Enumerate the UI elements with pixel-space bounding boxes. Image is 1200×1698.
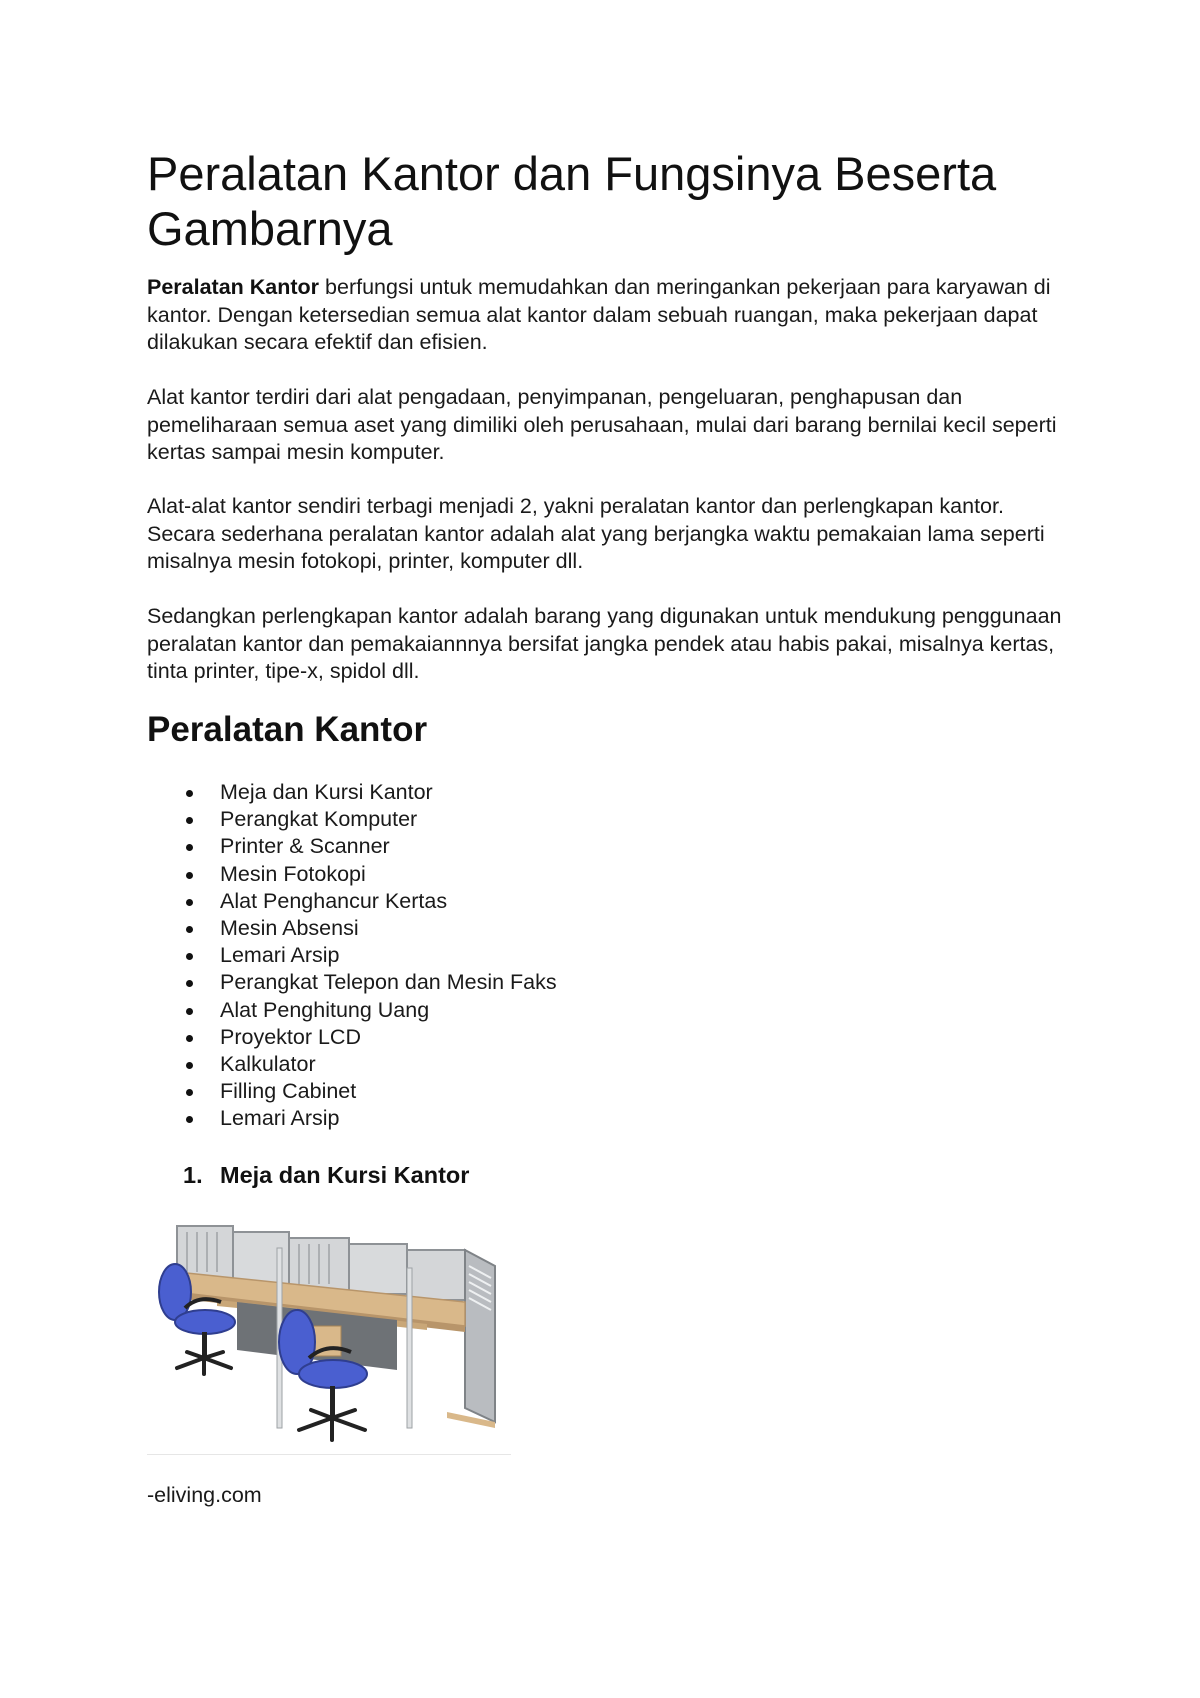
- list-item-label: Mesin Absensi: [220, 915, 359, 940]
- list-item-label: Lemari Arsip: [220, 1106, 340, 1131]
- bullet-icon: [186, 1008, 193, 1015]
- list-item: [147, 1024, 557, 1051]
- paragraph-pembagian: Alat-alat kantor sendiri terbagi menjadi 2, yakni peralatan kantor dan perlengkapan kantor. Secara sederhana peralatan kantor adalah alat yang berjangka waktu pemakaian lama seperti misalnya mesin fotokopi, printer, komputer dll.: [147, 494, 1045, 573]
- subsection-number: 1.: [183, 1162, 203, 1188]
- list-item: [147, 779, 557, 806]
- list-item: [147, 942, 557, 969]
- office-desk-chair-image: [147, 1222, 511, 1455]
- list-item: [147, 1105, 557, 1132]
- bullet-icon: [186, 1089, 193, 1096]
- list-item-label: Proyektor LCD: [220, 1024, 361, 1049]
- bullet-icon: [186, 1116, 193, 1123]
- list-item: [147, 915, 557, 942]
- list-item-label: Alat Penghancur Kertas: [220, 888, 448, 913]
- list-item-label: Meja dan Kursi Kantor: [220, 780, 433, 804]
- paragraph-intro: [147, 274, 1067, 357]
- office-workstation-illustration: [147, 1222, 511, 1454]
- bullet-icon: [186, 899, 193, 906]
- bullet-icon: [186, 926, 193, 933]
- list-item: [147, 1051, 557, 1078]
- list-item: [147, 997, 557, 1024]
- list-item-label: Perangkat Telepon dan Mesin Faks: [220, 970, 557, 995]
- list-item-label: Perangkat Komputer: [220, 807, 418, 832]
- image-source-caption: -eliving.com: [147, 1483, 262, 1507]
- document-title: Peralatan Kantor dan Fungsinya Beserta Gambarnya: [147, 147, 997, 255]
- list-item-label: Kalkulator: [220, 1051, 316, 1076]
- list-item: [147, 806, 557, 833]
- paragraph-perlengkapan: Sedangkan perlengkapan kantor adalah barang yang digunakan untuk mendukung penggunaan peralatan kantor dan pemakaiannnya bersifat jangka pendek atau habis pakai, misalnya kertas, tinta printer, tipe-x, spidol dll.: [147, 604, 1062, 683]
- bold-lead: Peralatan Kantor: [147, 275, 320, 299]
- bullet-icon: [186, 1035, 193, 1042]
- bullet-icon: [186, 790, 193, 797]
- paragraph-alat-kantor: Alat kantor terdiri dari alat pengadaan, penyimpanan, pengeluaran, penghapusan dan pemeliharaan semua aset yang dimiliki oleh perusahaan, mulai dari barang bernilai kecil seperti kertas sampai mesin komputer.: [147, 385, 1057, 464]
- section-title: Peralatan Kantor: [147, 710, 428, 749]
- bullet-icon: [186, 1062, 193, 1069]
- equipment-list: [147, 779, 557, 1132]
- bullet-icon: [186, 844, 193, 851]
- list-item: [147, 888, 557, 915]
- list-item-label: Printer & Scanner: [220, 834, 390, 859]
- list-item: [147, 969, 557, 996]
- bullet-icon: [186, 817, 193, 824]
- list-item-label: Alat Penghitung Uang: [220, 997, 430, 1022]
- list-item: [147, 833, 557, 860]
- list-item-label: Filling Cabinet: [220, 1079, 357, 1104]
- bullet-icon: [186, 980, 193, 987]
- list-item-label: Lemari Arsip: [220, 943, 340, 968]
- subsection-heading: [183, 1160, 469, 1190]
- bullet-icon: [186, 872, 193, 879]
- bullet-icon: [186, 953, 193, 960]
- paragraph-intro-text: berfungsi untuk memudahkan dan meringankan pekerjaan para karyawan di kantor. Dengan ketersedian semua alat kantor dalam sebuah ruangan, maka pekerjaan dapat dilakukan secara efektif dan efisien.: [147, 275, 1051, 354]
- subsection-label: Meja dan Kursi Kantor: [220, 1162, 470, 1188]
- list-item: [147, 1078, 557, 1105]
- list-item-label: Mesin Fotokopi: [220, 861, 366, 886]
- list-item: [147, 861, 557, 888]
